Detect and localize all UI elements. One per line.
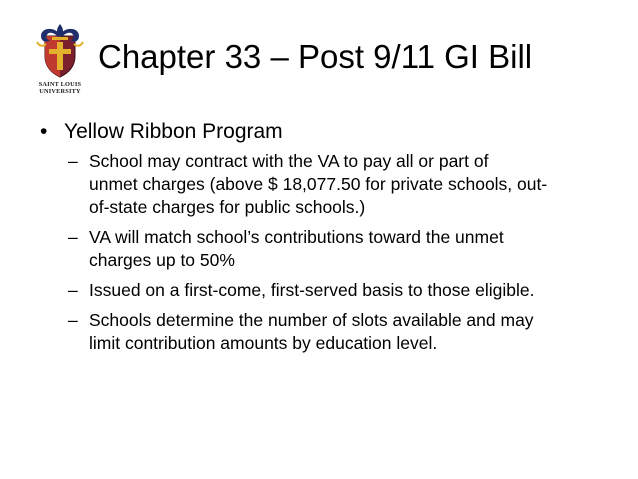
bullet-text: Yellow Ribbon Program xyxy=(64,120,283,143)
bullet-marker: • xyxy=(40,120,48,143)
sub-bullet-line: School may contract with the VA to pay all or part of xyxy=(89,151,489,171)
sub-bullet-line: Schools determine the number of slots available and may xyxy=(89,310,534,330)
sub-bullet-marker: – xyxy=(68,280,78,300)
slide-title: Chapter 33 – Post 9/11 GI Bill xyxy=(98,38,533,75)
sub-bullet-first-come xyxy=(40,279,610,302)
sub-bullet-line: limit contribution amounts by education level. xyxy=(89,333,438,353)
sub-bullet-marker: – xyxy=(68,151,78,171)
saint-louis-university-logo xyxy=(31,22,89,106)
logo-line-2: UNIVERSITY xyxy=(39,88,81,95)
sub-bullet-slots xyxy=(40,309,610,355)
logo-wordmark xyxy=(31,81,89,95)
sub-bullet-line: Issued on a first-come, first-served basis to those eligible. xyxy=(89,280,535,300)
sub-bullet-line: VA will match school’s contributions toward the unmet xyxy=(89,227,504,247)
sub-bullet-marker: – xyxy=(68,310,78,330)
logo-line-1: SAINT LOUIS xyxy=(38,81,82,88)
bullet-yellow-ribbon xyxy=(40,118,610,145)
sub-bullet-line: unmet charges (above $ 18,077.50 for private schools, out- xyxy=(89,174,548,194)
crest-icon xyxy=(31,22,89,80)
sub-bullet-marker: – xyxy=(68,227,78,247)
sub-bullet-va-match xyxy=(40,226,610,272)
sub-bullet-line: of-state charges for public schools.) xyxy=(89,197,366,217)
sub-bullet-contract xyxy=(40,150,610,219)
slide-body xyxy=(40,118,610,362)
sub-bullet-list xyxy=(40,150,610,355)
sub-bullet-line: charges up to 50% xyxy=(89,250,235,270)
